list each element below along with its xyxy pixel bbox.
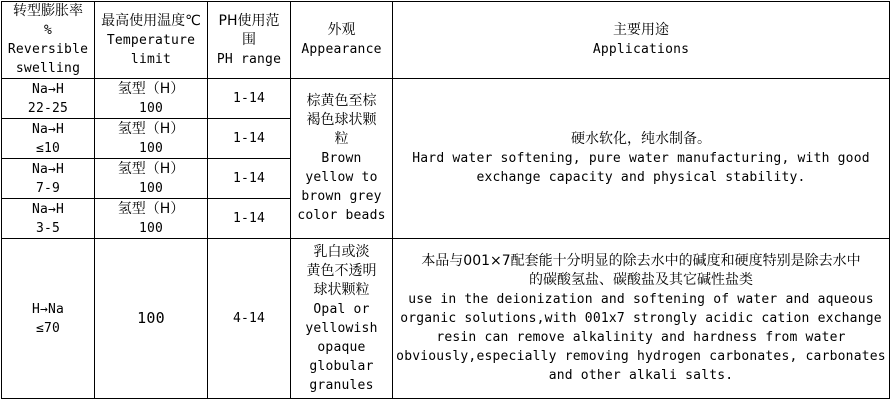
- temperature-cell: [95, 199, 208, 239]
- appearance-en-line: yellow to: [305, 170, 378, 185]
- resin-spec-table: [1, 1, 890, 399]
- temperature-cell: [95, 159, 208, 199]
- temperature-cell: [95, 79, 208, 119]
- header-temperature-en1: Temperature: [106, 32, 196, 48]
- swelling-cell: [2, 79, 95, 119]
- table-header-row: [2, 2, 890, 79]
- ph-cell: [208, 239, 291, 399]
- appearance-en-line: brown grey: [301, 189, 382, 204]
- temperature-value: 100: [138, 180, 164, 196]
- applications-en-line: Hard water softening, pure water manufacturing, with good: [412, 151, 870, 166]
- appearance-en-line: Brown: [321, 151, 362, 166]
- swelling-cell: [2, 159, 95, 199]
- appearance-cn-line: 棕黄色至棕: [306, 93, 377, 109]
- applications-cn-line: 硬水软化，纯水制备。: [571, 131, 711, 147]
- appearance-en-line: Opal or: [313, 301, 370, 317]
- appearance-en-line: opaque: [317, 339, 366, 355]
- temperature-form: 氢型（H）: [117, 200, 185, 217]
- temperature-form: 氢型（H）: [117, 80, 185, 97]
- applications-en-line: organic solutions,with 001x7 strongly acidic cation exchange: [400, 311, 882, 326]
- header-ph-cn2: 围: [242, 31, 256, 48]
- applications-cn-line: 本品与001×7配套能十分明显的除去水中的碱度和硬度特别是除去水中: [421, 253, 861, 269]
- header-swelling-pct: %: [43, 23, 53, 38]
- swelling-direction: Na→H: [31, 121, 65, 137]
- appearance-en-line: granules: [309, 377, 374, 393]
- swelling-cell: [2, 239, 95, 399]
- swelling-value: 7-9: [35, 180, 61, 196]
- appearance-cn-line: 乳白或淡: [313, 243, 370, 260]
- temperature-value: 100: [138, 100, 164, 116]
- applications-en-line: and other alkali salts.: [548, 368, 734, 383]
- applications-en-line: exchange capacity and physical stability.: [476, 170, 806, 185]
- header-ph-en: PH range: [216, 51, 282, 67]
- appearance-cn-line: 球状颗粒: [313, 281, 370, 298]
- header-appearance-en: Appearance: [301, 42, 382, 57]
- temperature-value: 100: [138, 220, 164, 236]
- header-swelling-en2: swelling: [15, 61, 81, 76]
- ph-value: 4-14: [232, 311, 266, 326]
- ph-value: 1-14: [232, 91, 266, 106]
- temperature-value: 100: [138, 140, 164, 156]
- ph-cell: [208, 119, 291, 159]
- ph-cell: [208, 159, 291, 199]
- header-temperature-cn: 最高使用温度℃: [101, 12, 201, 29]
- header-temperature-en2: limit: [130, 51, 172, 67]
- ph-value: 1-14: [232, 171, 266, 186]
- applications-cell-1: [393, 79, 890, 239]
- applications-cn-line: 的碳酸氢盐、碳酸盐及其它碱性盐类: [529, 272, 753, 288]
- header-applications: [393, 2, 890, 79]
- table-row: [2, 239, 890, 399]
- header-swelling: [2, 2, 95, 79]
- swelling-value: ≤70: [35, 320, 61, 336]
- ph-cell: [208, 199, 291, 239]
- temperature-cell: [95, 119, 208, 159]
- header-temperature: [95, 2, 208, 79]
- swelling-direction: H→Na: [31, 301, 65, 317]
- header-swelling-en1: Reversible: [7, 42, 89, 57]
- appearance-en-line: globular: [309, 358, 374, 374]
- swelling-cell: [2, 119, 95, 159]
- swelling-cell: [2, 199, 95, 239]
- header-appearance-cn: 外观: [327, 22, 356, 38]
- appearance-en-line: color beads: [297, 208, 386, 223]
- applications-en-line: resin can remove alkalinity and hardness from water: [436, 330, 846, 345]
- swelling-direction: Na→H: [31, 161, 65, 177]
- temperature-value: 100: [137, 309, 165, 327]
- appearance-en-line: yellowish: [305, 320, 378, 336]
- ph-value: 1-14: [232, 211, 266, 226]
- header-ph: [208, 2, 291, 79]
- swelling-direction: Na→H: [31, 81, 65, 97]
- temperature-form: 氢型（H）: [117, 120, 185, 137]
- temperature-cell: [95, 239, 208, 399]
- appearance-cell-1: [291, 79, 393, 239]
- header-ph-cn1: PH使用范: [218, 12, 280, 29]
- appearance-cn-line: 褐色球状颗: [306, 112, 377, 128]
- swelling-value: ≤10: [35, 140, 61, 156]
- swelling-value: 3-5: [35, 220, 61, 236]
- ph-value: 1-14: [232, 131, 266, 146]
- appearance-cn-line: 黄色不透明: [306, 262, 377, 279]
- applications-cell-2: [393, 239, 890, 399]
- header-applications-en: Applications: [592, 42, 690, 57]
- table-row: [2, 79, 890, 119]
- swelling-direction: Na→H: [31, 201, 65, 217]
- header-swelling-cn: 转型膨胀率: [13, 3, 83, 19]
- applications-en-line: obviously,especially removing hydrogen carbonates, carbonates: [396, 349, 886, 364]
- header-applications-cn: 主要用途: [613, 22, 669, 38]
- appearance-cell-2: [291, 239, 393, 399]
- swelling-value: 22-25: [27, 100, 69, 116]
- header-appearance: [291, 2, 393, 79]
- appearance-cn-line: 粒: [334, 131, 349, 147]
- ph-cell: [208, 79, 291, 119]
- applications-en-line: use in the deionization and softening of water and aqueous: [408, 292, 874, 307]
- temperature-form: 氢型（H）: [117, 160, 185, 177]
